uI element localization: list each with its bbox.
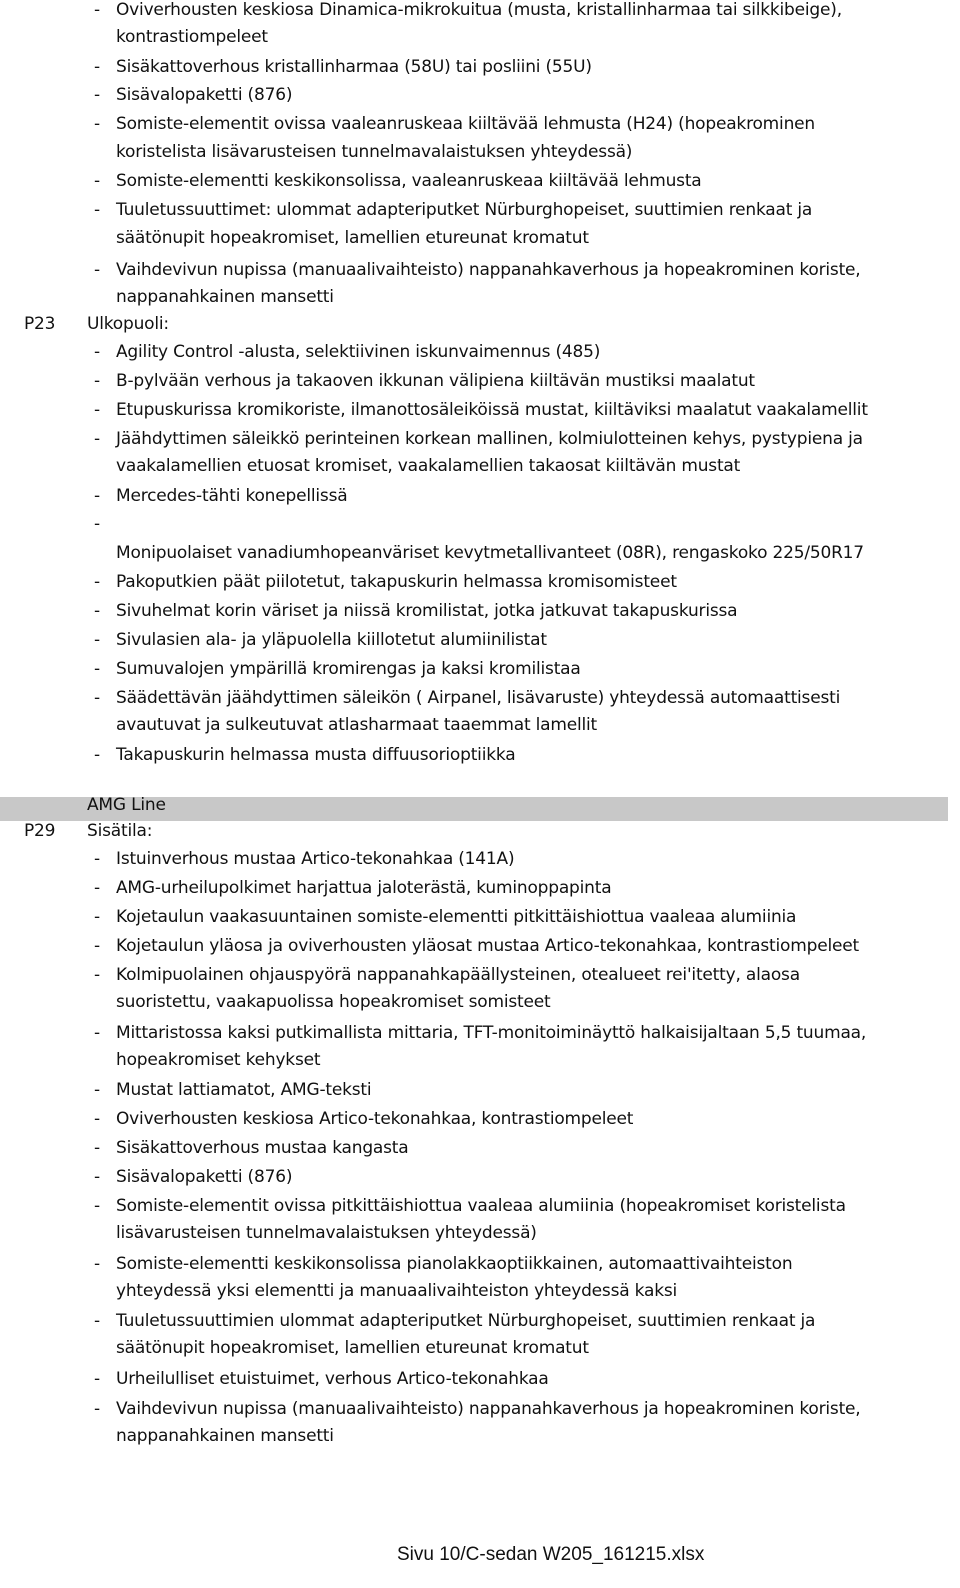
page-footer: Sivu 10/C-sedan W205_161215.xlsx bbox=[397, 1544, 705, 1565]
item-text: Somiste-elementit ovissa pitkittäishiottua vaaleaa alumiinia (hopeakromiset koristelista bbox=[116, 1196, 846, 1216]
item-text: Somiste-elementti keskikonsolissa, vaaleanruskeaa kiiltävää lehmusta bbox=[116, 171, 702, 191]
list-dash: - bbox=[94, 1080, 100, 1100]
list-dash: - bbox=[94, 85, 100, 105]
list-dash: - bbox=[94, 688, 100, 708]
item-text: AMG-urheilupolkimet harjattua jaloterästä, kuminoppapinta bbox=[116, 878, 612, 898]
list-dash: - bbox=[94, 965, 100, 985]
item-text: Sivulasien ala- ja yläpuolella kiillotetut alumiinilistat bbox=[116, 630, 547, 650]
item-text: koristelista lisävarusteisen tunnelmavalaistuksen yhteydessä) bbox=[116, 142, 633, 162]
item-text: Etupuskurissa kromikoriste, ilmanottosäleiköissä mustat, kiiltäviksi maalatut vaakalamellit bbox=[116, 400, 868, 420]
list-dash: - bbox=[94, 371, 100, 391]
item-text: Urheilulliset etuistuimet, verhous Artico-tekonahkaa bbox=[116, 1369, 549, 1389]
item-text: kontrastiompeleet bbox=[116, 27, 268, 47]
list-dash: - bbox=[94, 200, 100, 220]
item-text: Vaihdevivun nupissa (manuaalivaihteisto) nappanahkaverhous ja hopeakrominen koriste, bbox=[116, 260, 861, 280]
list-dash: - bbox=[94, 1399, 100, 1419]
section-heading: Sisätila: bbox=[87, 821, 153, 841]
item-text: Vaihdevivun nupissa (manuaalivaihteisto) nappanahkaverhous ja hopeakrominen koriste, bbox=[116, 1399, 861, 1419]
list-dash: - bbox=[94, 1023, 100, 1043]
list-dash: - bbox=[94, 878, 100, 898]
item-text: Tuuletussuuttimet: ulommat adapteriputket Nürburghopeiset, suuttimien renkaat ja bbox=[116, 200, 813, 220]
item-text: Oviverhousten keskiosa Artico-tekonahkaa, kontrastiompeleet bbox=[116, 1109, 634, 1129]
item-text: säätönupit hopeakromiset, lamellien etureunat kromatut bbox=[116, 1338, 589, 1358]
item-text: avautuvat ja sulkeutuvat atlasharmaat taaemmat lamellit bbox=[116, 715, 598, 735]
item-text: yhteydessä yksi elementti ja manuaalivaihteiston yhteydessä kaksi bbox=[116, 1281, 678, 1301]
item-text: Somiste-elementti keskikonsolissa pianolakkaoptiikkainen, automaattivaihteiston bbox=[116, 1254, 793, 1274]
item-text: Kojetaulun yläosa ja oviverhousten yläosat mustaa Artico-tekonahkaa, kontrastiompeleet bbox=[116, 936, 859, 956]
item-text: Kolmipuolainen ohjauspyörä nappanahkapäällysteinen, otealueet rei'itetty, alaosa bbox=[116, 965, 800, 985]
item-text: nappanahkainen mansetti bbox=[116, 1426, 334, 1446]
item-text: lisävarusteisen tunnelmavalaistuksen yhteydessä) bbox=[116, 1223, 537, 1243]
item-text: suoristettu, vaakapuolissa hopeakromiset somisteet bbox=[116, 992, 551, 1012]
item-text: Mercedes-tähti konepellissä bbox=[116, 486, 348, 506]
list-dash: - bbox=[94, 849, 100, 869]
list-dash: - bbox=[94, 0, 100, 20]
list-dash: - bbox=[94, 342, 100, 362]
item-text: Somiste-elementit ovissa vaaleanruskeaa kiiltävää lehmusta (H24) (hopeakrominen bbox=[116, 114, 815, 134]
item-text: Kojetaulun vaakasuuntainen somiste-elementti pitkittäishiottua vaaleaa alumiinia bbox=[116, 907, 797, 927]
list-dash: - bbox=[94, 572, 100, 592]
item-text: Monipuolaiset vanadiumhopeanväriset kevytmetallivanteet (08R), rengaskoko 225/50R17 bbox=[116, 543, 864, 563]
list-dash: - bbox=[94, 1254, 100, 1274]
list-dash: - bbox=[94, 260, 100, 280]
section-heading: Ulkopuoli: bbox=[87, 314, 169, 334]
list-dash: - bbox=[94, 429, 100, 449]
item-text: Agility Control -alusta, selektiivinen iskunvaimennus (485) bbox=[116, 342, 601, 362]
item-text: Sisäkattoverhous mustaa kangasta bbox=[116, 1138, 409, 1158]
item-text: nappanahkainen mansetti bbox=[116, 287, 334, 307]
item-text: vaakalamellien etuosat kromiset, vaakalamellien takaosat kiiltävän mustat bbox=[116, 456, 741, 476]
list-dash: - bbox=[94, 1311, 100, 1331]
list-dash: - bbox=[94, 1196, 100, 1216]
item-text: Takapuskurin helmassa musta diffuusorioptiikka bbox=[116, 745, 516, 765]
item-text: Istuinverhous mustaa Artico-tekonahkaa (141A) bbox=[116, 849, 515, 869]
list-dash: - bbox=[94, 745, 100, 765]
item-text: Säädettävän jäähdyttimen säleikön ( Airpanel, lisävaruste) yhteydessä automaattisesti bbox=[116, 688, 841, 708]
item-text: B-pylvään verhous ja takaoven ikkunan välipiena kiiltävän mustiksi maalatut bbox=[116, 371, 755, 391]
band-title: AMG Line bbox=[87, 795, 166, 815]
list-dash: - bbox=[94, 1369, 100, 1389]
list-dash: - bbox=[94, 1167, 100, 1187]
item-text: Sisävalopaketti (876) bbox=[116, 85, 293, 105]
list-dash: - bbox=[94, 1138, 100, 1158]
list-dash: - bbox=[94, 114, 100, 134]
list-dash: - bbox=[94, 400, 100, 420]
list-dash: - bbox=[94, 57, 100, 77]
item-text: Mustat lattiamatot, AMG-teksti bbox=[116, 1080, 372, 1100]
list-dash: - bbox=[94, 486, 100, 506]
list-dash: - bbox=[94, 601, 100, 621]
item-text: Tuuletussuuttimien ulommat adapteriputket Nürburghopeiset, suuttimien renkaat ja bbox=[116, 1311, 816, 1331]
item-text: Sumuvalojen ympärillä kromirengas ja kaksi kromilistaa bbox=[116, 659, 581, 679]
list-dash: - bbox=[94, 171, 100, 191]
item-text: Sisävalopaketti (876) bbox=[116, 1167, 293, 1187]
item-text: hopeakromiset kehykset bbox=[116, 1050, 321, 1070]
item-text: Oviverhousten keskiosa Dinamica-mikrokuitua (musta, kristallinharmaa tai silkkibeige), bbox=[116, 0, 842, 20]
item-text: Sisäkattoverhous kristallinharmaa (58U) tai posliini (55U) bbox=[116, 57, 592, 77]
list-dash: - bbox=[94, 630, 100, 650]
item-text: Mittaristossa kaksi putkimallista mittaria, TFT-monitoiminäyttö halkaisijaltaan 5,5 tuumaa, bbox=[116, 1023, 867, 1043]
list-dash: - bbox=[94, 1109, 100, 1129]
item-text: Pakoputkien päät piilotetut, takapuskurin helmassa kromisomisteet bbox=[116, 572, 677, 592]
list-dash: - bbox=[94, 514, 100, 534]
item-text: Sivuhelmat korin väriset ja niissä kromilistat, jotka jatkuvat takapuskurissa bbox=[116, 601, 738, 621]
item-text: säätönupit hopeakromiset, lamellien etureunat kromatut bbox=[116, 228, 589, 248]
list-dash: - bbox=[94, 659, 100, 679]
list-dash: - bbox=[94, 936, 100, 956]
option-code: P29 bbox=[24, 821, 56, 841]
item-text: Jäähdyttimen säleikkö perinteinen korkean mallinen, kolmiulotteinen kehys, pystypiena ja bbox=[116, 429, 863, 449]
option-code: P23 bbox=[24, 314, 56, 334]
list-dash: - bbox=[94, 907, 100, 927]
